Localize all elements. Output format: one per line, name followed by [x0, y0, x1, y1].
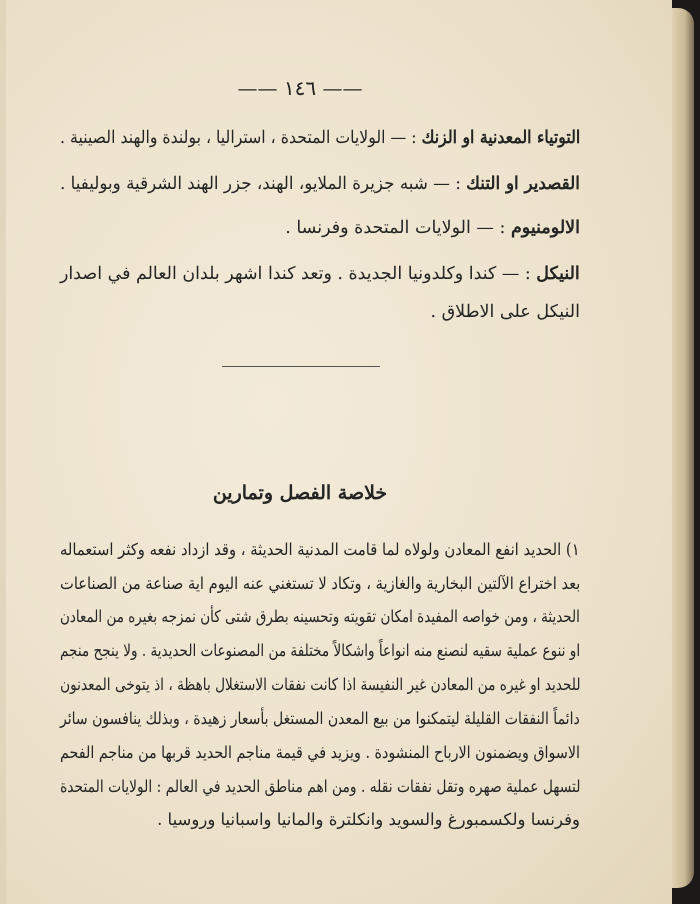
metal-term: القصدير او التنك [466, 174, 580, 194]
page-number-dash-right: —— [322, 76, 363, 100]
metal-entry-tin [60, 174, 580, 194]
section-separator [222, 366, 380, 367]
page-number [0, 76, 600, 100]
paragraph-line: الحديثة ، ومن خواصه المفيدة امكان تقويته وتحسينه بطرق شتى كأن نمزجه بغيره من المعادن [60, 607, 580, 626]
paragraph-line: دائماً النفقات القليلة ليتمكنوا من بيع المعدن المستغل بأسعار زهيدة ، وبذلك ينافسون سائر [60, 709, 580, 728]
metal-entry-nickel [60, 264, 580, 284]
page-edge [672, 8, 694, 888]
binding-shadow [0, 0, 6, 904]
paragraph-line: وفرنسا ولكسمبورغ والسويد وانكلترة والمانيا واسبانيا وروسيا . [157, 810, 580, 829]
metal-term: التوتياء المعدنية او الزنك [421, 128, 580, 148]
metal-sources: : — الولايات المتحدة ، استراليا ، بولندة والهند الصينية . [59, 128, 417, 148]
paragraph-line: بعد اختراع الآلتين البخارية والغازية ، وتكاد لا تستغني عنه اليوم اية صناعة من الصناعات [59, 574, 580, 593]
paragraph-line: او ننوع عملية سقيه لنصنع منه انواعاً واشكالاً مختلفة من المصنوعات الحديدية . ولا ينجح منجم [59, 641, 580, 660]
paragraph-line: الاسواق ويضمنون الارباح المنشودة . ويزيد في قيمة مناجم الحديد قربها من مناجم الفحم [59, 743, 580, 762]
paragraph-line: لتسهل عملية صهره وتقل نفقات نقله . ومن اهم مناطق الحديد في العالم : الولايات المتحدة [59, 777, 580, 796]
paragraph-line: للحديد او غيره من المعادن غير النفيسة اذا كانت نفقات الاستغلال باهظة ، اذ يتوخى المعدنون [59, 675, 580, 694]
section-heading: خلاصة الفصل وتمارين [212, 482, 388, 504]
page-number-value: ١٤٦ [283, 76, 317, 100]
paragraph-line: ١) الحديد انفع المعادن ولولاه لما قامت المدنية الحديثة ، وقد ازداد نفعه وكثر استعماله [60, 540, 580, 559]
metal-sources: : — الولايات المتحدة وفرنسا . [285, 218, 506, 238]
metal-term: الالومنيوم [510, 218, 580, 238]
metal-entry-aluminium [285, 218, 580, 238]
metal-entry-zinc [60, 128, 580, 148]
metal-entry-nickel-continuation: النيكل على الاطلاق . [430, 302, 580, 322]
metal-term: النيكل [536, 264, 580, 284]
page-number-dash-left: —— [237, 76, 278, 100]
metal-sources: : — كندا وكلدونيا الجديدة . وتعد كندا اشهر بلدان العالم في اصدار [60, 264, 531, 284]
metal-sources: : — شبه جزيرة الملايو، الهند، جزر الهند الشرقية وبوليفيا . [60, 174, 461, 194]
